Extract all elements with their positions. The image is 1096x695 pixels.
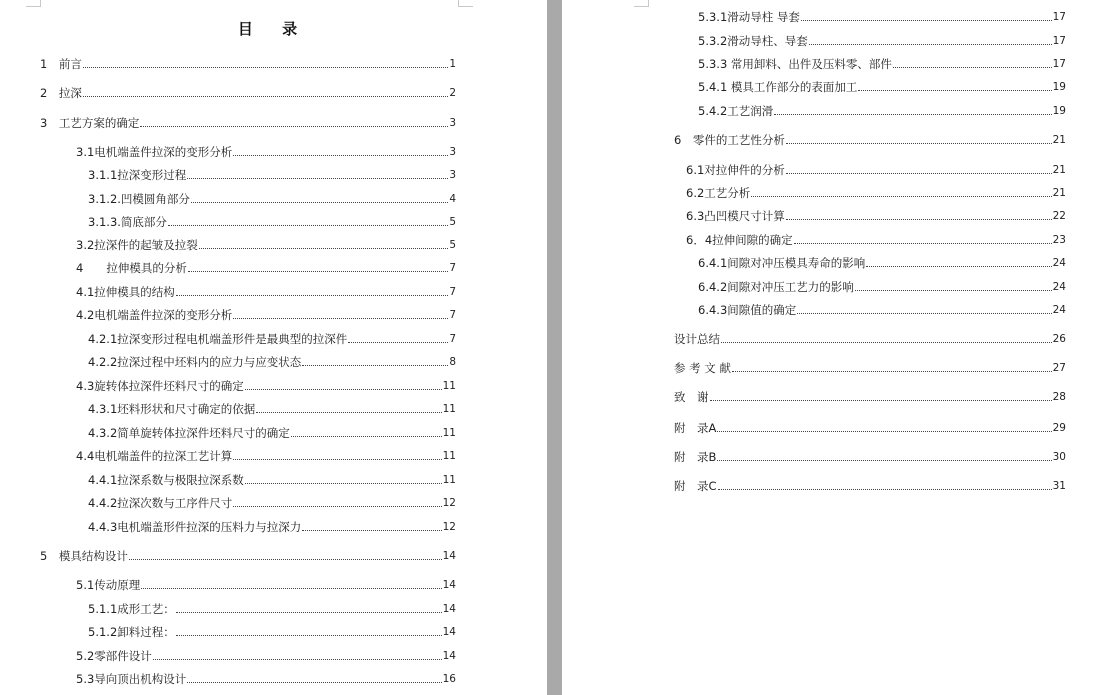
toc-leader-dots [717, 430, 1051, 432]
toc-leader-dots [732, 370, 1052, 372]
toc-entry-label: 3.2拉深件的起皱及拉裂 [76, 238, 198, 252]
toc-entry[interactable] [40, 86, 456, 100]
toc-leader-dots [893, 66, 1052, 68]
toc-entry-label: 4.4.2拉深次数与工序件尺寸 [88, 496, 233, 510]
toc-leader-dots [168, 224, 448, 226]
toc-entry-page-number: 29 [1052, 422, 1066, 434]
toc-entry-label: 5.1.1成形工艺： [88, 602, 175, 616]
toc-leader-dots [187, 177, 448, 179]
toc-entry-label: 5.3.2滑动导柱、导套 [698, 34, 808, 48]
toc-entry[interactable] [698, 57, 1066, 71]
document-page-left [0, 0, 547, 695]
toc-entry-page-number: 17 [1052, 11, 1066, 23]
toc-entry-page-number: 17 [1052, 35, 1066, 47]
toc-leader-dots [710, 399, 1052, 401]
toc-entry-page-number: 24 [1052, 257, 1066, 269]
toc-entry[interactable] [40, 57, 456, 71]
toc-entry[interactable] [698, 303, 1066, 317]
toc-entry-page-number: 7 [449, 333, 456, 345]
toc-leader-dots [83, 66, 448, 68]
toc-entry[interactable] [88, 332, 456, 346]
toc-leader-dots [794, 242, 1052, 244]
toc-entry-page-number: 11 [442, 403, 456, 415]
toc-entry-label: 3.1.2.凹模圆角部分 [88, 192, 190, 206]
toc-entry[interactable] [88, 215, 456, 229]
toc-leader-dots [302, 364, 448, 366]
toc-entry[interactable] [674, 450, 1066, 464]
toc-entry[interactable] [40, 549, 456, 563]
toc-leader-dots [774, 113, 1051, 115]
toc-entry[interactable] [76, 261, 456, 275]
toc-entry[interactable] [698, 280, 1066, 294]
toc-entry-page-number: 17 [1052, 58, 1066, 70]
toc-leader-dots [176, 634, 442, 636]
toc-entry-label: 4.2.2拉深过程中坯料内的应力与应变状态 [88, 355, 302, 369]
toc-entry-label: 3 工艺方案的确定 [40, 116, 140, 130]
toc-leader-dots [191, 201, 448, 203]
toc-entry[interactable] [88, 602, 456, 616]
toc-entry-page-number: 4 [449, 193, 456, 205]
toc-leader-dots [721, 341, 1052, 343]
toc-entry[interactable] [686, 209, 1066, 223]
toc-entry-label: 4.3.1坯料形状和尺寸确定的依据 [88, 402, 256, 416]
toc-entry-label: 6.3凸凹模尺寸计算 [686, 209, 785, 223]
toc-entry-label: 5.3.1滑动导柱 导套 [698, 10, 800, 24]
toc-leader-dots [786, 172, 1052, 174]
toc-entry-label: 6.4.1间隙对冲压模具寿命的影响 [698, 256, 866, 270]
toc-leader-dots [140, 125, 448, 127]
document-page-right [562, 0, 1096, 695]
toc-entry[interactable] [674, 479, 1066, 493]
toc-entry[interactable] [698, 10, 1066, 24]
toc-entry-page-number: 7 [449, 262, 456, 274]
toc-entry-label: 6.2工艺分析 [686, 186, 751, 200]
toc-entry[interactable] [674, 421, 1066, 435]
toc-leader-dots [302, 529, 441, 531]
toc-entry-label: 参 考 文 献 [674, 361, 731, 375]
toc-leader-dots [233, 154, 448, 156]
toc-entry[interactable] [76, 308, 456, 322]
toc-entry-label: 4.2电机端盖件拉深的变形分析 [76, 308, 233, 322]
toc-entry[interactable] [698, 80, 1066, 94]
toc-entry-label: 附 录B [674, 450, 717, 464]
toc-leader-dots [176, 294, 449, 296]
toc-entry[interactable] [88, 168, 456, 182]
toc-entry-label: 5.3导向顶出机构设计 [76, 672, 187, 686]
toc-entry[interactable] [88, 355, 456, 369]
toc-entry-page-number: 7 [449, 309, 456, 321]
toc-entry-page-number: 14 [442, 626, 456, 638]
toc-entry-label: 5 模具结构设计 [40, 549, 128, 563]
toc-entry-page-number: 5 [449, 239, 456, 251]
toc-entry-page-number: 8 [449, 356, 456, 368]
toc-leader-dots [858, 89, 1051, 91]
toc-entry[interactable] [686, 186, 1066, 200]
toc-entry-label: 3.1.1拉深变形过程 [88, 168, 187, 182]
toc-entry-label: 6 零件的工艺性分析 [674, 133, 785, 147]
toc-entry[interactable] [76, 238, 456, 252]
toc-entry[interactable] [88, 426, 456, 440]
toc-entry[interactable] [76, 649, 456, 663]
toc-entry-page-number: 19 [1052, 105, 1066, 117]
toc-entry[interactable] [76, 449, 456, 463]
toc-leader-dots [866, 265, 1051, 267]
toc-entry-label: 5.4.1 模具工作部分的表面加工 [698, 80, 858, 94]
toc-entry[interactable] [686, 163, 1066, 177]
toc-entry[interactable] [88, 402, 456, 416]
toc-entry-label: 5.1.2卸料过程： [88, 625, 175, 639]
toc-leader-dots [188, 270, 448, 272]
toc-entry-label: 5.3.3 常用卸料、出件及压料零、部件 [698, 57, 892, 71]
toc-entry[interactable] [698, 104, 1066, 118]
toc-entry[interactable] [674, 332, 1066, 346]
toc-entry[interactable] [40, 116, 456, 130]
toc-entry-page-number: 12 [442, 497, 456, 509]
toc-leader-dots [717, 459, 1051, 461]
toc-leader-dots [233, 317, 448, 319]
toc-leader-dots [801, 19, 1052, 21]
toc-entry-page-number: 26 [1052, 333, 1066, 345]
toc-entry-label: 6.4.2间隙对冲压工艺力的影响 [698, 280, 854, 294]
toc-leader-dots [153, 658, 442, 660]
toc-entry[interactable] [88, 496, 456, 510]
toc-leader-dots [291, 435, 442, 437]
margin-corner-mark [26, 0, 41, 7]
toc-entry-label: 4 拉伸模具的分析 [76, 261, 187, 275]
toc-entry-label: 4.3.2简单旋转体拉深件坯料尺寸的确定 [88, 426, 290, 440]
toc-entry-page-number: 31 [1052, 480, 1066, 492]
toc-leader-dots [786, 142, 1052, 144]
toc-entry-page-number: 23 [1052, 234, 1066, 246]
toc-entry-label: 3.1.3.简底部分 [88, 215, 167, 229]
toc-entry-label: 2 拉深 [40, 86, 82, 100]
toc-entry[interactable] [76, 145, 456, 159]
toc-leader-dots [233, 505, 441, 507]
toc-leader-dots [233, 458, 441, 460]
toc-entry-label: 6.1对拉伸件的分析 [686, 163, 785, 177]
toc-leader-dots [199, 247, 449, 249]
toc-entry-page-number: 30 [1052, 451, 1066, 463]
toc-title: 目 录 [237, 20, 310, 38]
toc-leader-dots [809, 43, 1052, 45]
toc-entry[interactable] [88, 473, 456, 487]
toc-entry-label: 4.4电机端盖件的拉深工艺计算 [76, 449, 233, 463]
toc-entry-page-number: 22 [1052, 210, 1066, 222]
toc-entry[interactable] [698, 256, 1066, 270]
toc-entry-page-number: 27 [1052, 362, 1066, 374]
toc-entry-label: 设计总结 [674, 332, 720, 346]
toc-entry-page-number: 24 [1052, 304, 1066, 316]
toc-leader-dots [176, 611, 442, 613]
toc-entry-label: 6.4.3间隙值的确定 [698, 303, 797, 317]
toc-leader-dots [718, 488, 1052, 490]
toc-entry-page-number: 3 [449, 117, 456, 129]
toc-entry[interactable] [674, 133, 1066, 147]
toc-entry-page-number: 21 [1052, 164, 1066, 176]
toc-leader-dots [129, 558, 442, 560]
toc-entry-page-number: 11 [442, 450, 456, 462]
toc-leader-dots [348, 341, 448, 343]
toc-entry-label: 4.4.1拉深系数与极限拉深系数 [88, 473, 244, 487]
toc-entry[interactable] [76, 379, 456, 393]
toc-entry-page-number: 14 [442, 550, 456, 562]
toc-entry[interactable] [686, 233, 1066, 247]
toc-entry-page-number: 5 [449, 216, 456, 228]
toc-entry-page-number: 11 [442, 427, 456, 439]
toc-leader-dots [187, 681, 441, 683]
toc-entry-label: 5.2零部件设计 [76, 649, 152, 663]
toc-entry-label: 6．4拉伸间隙的确定 [686, 233, 793, 247]
toc-entry-page-number: 19 [1052, 81, 1066, 93]
toc-entry-page-number: 16 [442, 673, 456, 685]
toc-entry-page-number: 24 [1052, 281, 1066, 293]
toc-entry-label: 4.4.3电机端盖形件拉深的压料力与拉深力 [88, 520, 302, 534]
toc-entry-page-number: 14 [442, 579, 456, 591]
toc-entry-label: 5.1传动原理 [76, 578, 141, 592]
margin-corner-mark [458, 0, 473, 7]
toc-entry-page-number: 1 [449, 58, 456, 70]
toc-entry[interactable] [76, 285, 456, 299]
toc-entry[interactable] [76, 578, 456, 592]
toc-entry-label: 1 前言 [40, 57, 82, 71]
toc-entry-page-number: 11 [442, 474, 456, 486]
toc-leader-dots [786, 218, 1052, 220]
toc-entry-page-number: 28 [1052, 391, 1066, 403]
toc-leader-dots [797, 312, 1051, 314]
toc-entry-page-number: 3 [449, 146, 456, 158]
toc-entry-page-number: 14 [442, 650, 456, 662]
margin-corner-mark [634, 0, 649, 7]
toc-entry[interactable] [88, 192, 456, 206]
toc-entry-page-number: 12 [442, 521, 456, 533]
toc-entry-page-number: 2 [449, 87, 456, 99]
toc-entry-page-number: 11 [442, 380, 456, 392]
toc-entry-page-number: 7 [449, 286, 456, 298]
toc-entry-page-number: 14 [442, 603, 456, 615]
toc-entry[interactable] [674, 390, 1066, 404]
toc-leader-dots [256, 411, 441, 413]
toc-entry-label: 4.3旋转体拉深件坯料尺寸的确定 [76, 379, 244, 393]
toc-entry-label: 致 谢 [674, 390, 709, 404]
toc-leader-dots [855, 289, 1052, 291]
toc-entry-page-number: 3 [449, 169, 456, 181]
toc-entry[interactable] [674, 361, 1066, 375]
toc-entry-page-number: 21 [1052, 187, 1066, 199]
toc-entry[interactable] [76, 672, 456, 686]
toc-entry-label: 附 录A [674, 421, 717, 435]
toc-leader-dots [245, 388, 442, 390]
toc-entry-page-number: 21 [1052, 134, 1066, 146]
toc-entry[interactable] [698, 34, 1066, 48]
toc-entry-label: 4.1拉伸模具的结构 [76, 285, 175, 299]
toc-leader-dots [245, 482, 442, 484]
toc-entry-label: 附 录C [674, 479, 717, 493]
toc-entry-label: 4.2.1拉深变形过程电机端盖形件是最典型的拉深件 [88, 332, 348, 346]
toc-leader-dots [141, 587, 441, 589]
toc-entry[interactable] [88, 520, 456, 534]
toc-entry[interactable] [88, 625, 456, 639]
toc-entry-label: 5.4.2工艺润滑 [698, 104, 774, 118]
toc-leader-dots [83, 95, 448, 97]
toc-leader-dots [751, 195, 1051, 197]
toc-entry-label: 3.1电机端盖件拉深的变形分析 [76, 145, 233, 159]
